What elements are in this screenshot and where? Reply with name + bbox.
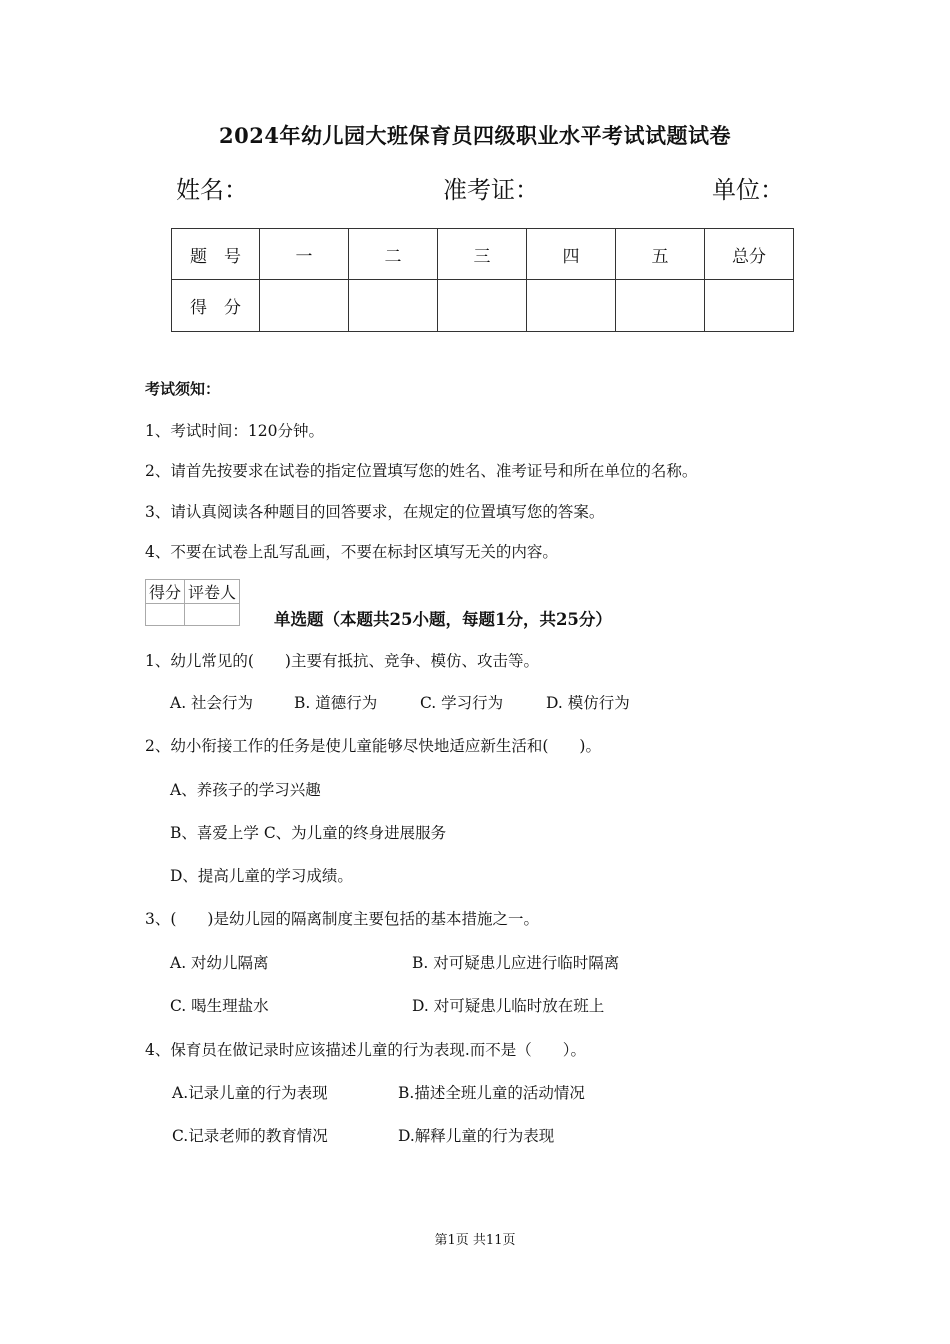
name-field-label: 姓名： bbox=[176, 176, 248, 204]
grader-name-label: 评卷人 bbox=[185, 580, 240, 604]
option-c[interactable]: C.记录老师的教育情况 bbox=[172, 1127, 328, 1145]
score-cell[interactable] bbox=[616, 280, 705, 332]
option-b[interactable]: B. 对可疑患儿应进行临时隔离 bbox=[412, 954, 620, 972]
grader-name-cell[interactable] bbox=[185, 604, 240, 626]
score-table bbox=[171, 228, 794, 332]
question-stem: 3、( )是幼儿园的隔离制度主要包括的基本措施之一。 bbox=[145, 910, 539, 928]
page-footer: 第1页 共11页 bbox=[434, 1233, 516, 1248]
unit-field-label: 单位： bbox=[712, 176, 784, 204]
exam-id-field-label: 准考证： bbox=[443, 176, 539, 204]
score-header-cell: 总分 bbox=[705, 229, 794, 280]
section-title: 单选题（本题共25小题，每题1分，共25分） bbox=[274, 610, 612, 629]
option-a[interactable]: A、养孩子的学习兴趣 bbox=[170, 781, 321, 799]
score-table-header-row bbox=[172, 229, 794, 280]
option-a[interactable]: A. 对幼儿隔离 bbox=[170, 954, 269, 972]
option-d[interactable]: D. 对可疑患儿临时放在班上 bbox=[412, 997, 605, 1015]
grader-score-cell[interactable] bbox=[146, 604, 185, 626]
option-d[interactable]: D.解释儿童的行为表现 bbox=[398, 1127, 555, 1145]
score-table-score-row bbox=[172, 280, 794, 332]
option-b[interactable]: B. 道德行为 bbox=[294, 694, 378, 712]
question-stem: 2、幼小衔接工作的任务是使儿童能够尽快地适应新生活和( )。 bbox=[145, 737, 601, 755]
score-header-cell: 题 号 bbox=[172, 229, 260, 280]
notice-item: 1、考试时间：120分钟。 bbox=[145, 422, 324, 440]
score-cell[interactable] bbox=[705, 280, 794, 332]
score-header-cell: 四 bbox=[527, 229, 616, 280]
score-cell[interactable] bbox=[438, 280, 527, 332]
notice-item: 3、请认真阅读各种题目的回答要求，在规定的位置填写您的答案。 bbox=[145, 503, 605, 521]
score-cell[interactable] bbox=[260, 280, 349, 332]
score-cell[interactable] bbox=[527, 280, 616, 332]
option-b-c[interactable]: B、喜爱上学 C、为儿童的终身进展服务 bbox=[170, 824, 447, 842]
score-header-cell: 二 bbox=[349, 229, 438, 280]
question-stem: 4、保育员在做记录时应该描述儿童的行为表现.而不是（ ）。 bbox=[145, 1041, 587, 1059]
grader-box bbox=[145, 579, 240, 626]
option-a[interactable]: A.记录儿童的行为表现 bbox=[172, 1084, 328, 1102]
option-b[interactable]: B.描述全班儿童的活动情况 bbox=[398, 1084, 585, 1102]
score-row-label: 得 分 bbox=[172, 280, 260, 332]
option-c[interactable]: C. 喝生理盐水 bbox=[170, 997, 269, 1015]
option-d[interactable]: D. 模仿行为 bbox=[546, 694, 630, 712]
notice-item: 4、不要在试卷上乱写乱画，不要在标封区填写无关的内容。 bbox=[145, 543, 558, 561]
page-title: 2024年幼儿园大班保育员四级职业水平考试试题试卷 bbox=[219, 123, 731, 148]
score-header-cell: 五 bbox=[616, 229, 705, 280]
grader-score-label: 得分 bbox=[146, 580, 185, 604]
score-header-cell: 一 bbox=[260, 229, 349, 280]
option-a[interactable]: A. 社会行为 bbox=[170, 694, 254, 712]
notice-title: 考试须知： bbox=[145, 380, 221, 398]
notice-item: 2、请首先按要求在试卷的指定位置填写您的姓名、准考证号和所在单位的名称。 bbox=[145, 462, 698, 480]
score-cell[interactable] bbox=[349, 280, 438, 332]
option-d[interactable]: D、提高儿童的学习成绩。 bbox=[170, 867, 353, 885]
score-header-cell: 三 bbox=[438, 229, 527, 280]
option-c[interactable]: C. 学习行为 bbox=[420, 694, 504, 712]
question-stem: 1、幼儿常见的( )主要有抵抗、竞争、模仿、攻击等。 bbox=[145, 652, 539, 670]
